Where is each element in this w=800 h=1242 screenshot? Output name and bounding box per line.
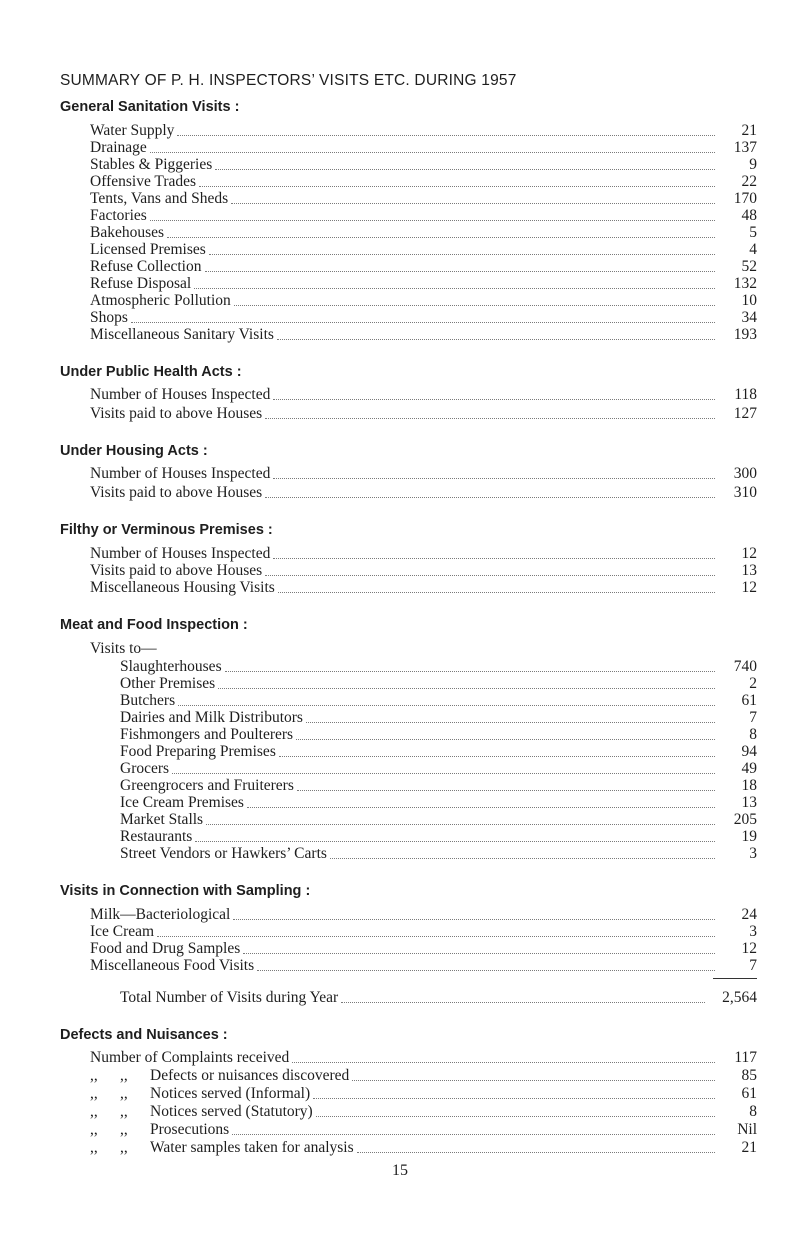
list-item: ,, ,, Notices served (Statutory) 8 bbox=[90, 1103, 757, 1120]
list-item: Number of Complaints received 117 bbox=[90, 1049, 757, 1066]
list-item: Grocers 49 bbox=[120, 760, 757, 777]
list-item: ,, ,, Prosecutions Nil bbox=[90, 1121, 757, 1138]
list-item: Number of Houses Inspected 300 bbox=[90, 465, 757, 482]
section-heading-filthy-premises: Filthy or Verminous Premises : bbox=[60, 522, 273, 538]
page-number: 15 bbox=[392, 1162, 408, 1179]
page-title: SUMMARY OF P. H. INSPECTORS’ VISITS ETC. DURING 1957 bbox=[60, 72, 517, 89]
list-item: Water Supply 21 bbox=[90, 122, 757, 139]
section-heading-defects-nuisances: Defects and Nuisances : bbox=[60, 1027, 228, 1043]
list-item: Milk—Bacteriological 24 bbox=[90, 906, 757, 923]
list-item: Licensed Premises 4 bbox=[90, 241, 757, 258]
list-item: Bakehouses 5 bbox=[90, 224, 757, 241]
list-item: Visits paid to above Houses 310 bbox=[90, 484, 757, 501]
list-item: Refuse Collection 52 bbox=[90, 258, 757, 275]
list-item: Street Vendors or Hawkers’ Carts 3 bbox=[120, 845, 757, 862]
list-item: Market Stalls 205 bbox=[120, 811, 757, 828]
list-item: Food Preparing Premises 94 bbox=[120, 743, 757, 760]
list-item: Slaughterhouses 740 bbox=[120, 658, 757, 675]
list-item: Miscellaneous Housing Visits 12 bbox=[90, 579, 757, 596]
list-item: Food and Drug Samples 12 bbox=[90, 940, 757, 957]
list-item: Atmospheric Pollution 10 bbox=[90, 292, 757, 309]
list-item: Shops 34 bbox=[90, 309, 757, 326]
list-item: Greengrocers and Fruiterers 18 bbox=[120, 777, 757, 794]
list-item: ,, ,, Notices served (Informal) 61 bbox=[90, 1085, 757, 1102]
list-item: Dairies and Milk Distributors 7 bbox=[120, 709, 757, 726]
list-item: Tents, Vans and Sheds 170 bbox=[90, 190, 757, 207]
section-heading-meat-food-inspection: Meat and Food Inspection : bbox=[60, 617, 248, 633]
list-item: ,, ,, Water samples taken for analysis 21 bbox=[90, 1139, 757, 1156]
section-heading-sampling: Visits in Connection with Sampling : bbox=[60, 883, 311, 899]
list-item: Number of Houses Inspected 118 bbox=[90, 386, 757, 403]
list-item: Butchers 61 bbox=[120, 692, 757, 709]
list-item: Ice Cream Premises 13 bbox=[120, 794, 757, 811]
section-heading-public-health-acts: Under Public Health Acts : bbox=[60, 364, 242, 380]
total-rule bbox=[713, 978, 757, 979]
list-item: Factories 48 bbox=[90, 207, 757, 224]
list-item: Restaurants 19 bbox=[120, 828, 757, 845]
list-item: Stables & Piggeries 9 bbox=[90, 156, 757, 173]
list-item: ,, ,, Defects or nuisances discovered 85 bbox=[90, 1067, 757, 1084]
list-item: Other Premises 2 bbox=[120, 675, 757, 692]
list-item: Ice Cream 3 bbox=[90, 923, 757, 940]
total-row: Total Number of Visits during Year 2,564 bbox=[120, 989, 757, 1006]
list-item: Miscellaneous Sanitary Visits 193 bbox=[90, 326, 757, 343]
list-item: Miscellaneous Food Visits 7 bbox=[90, 957, 757, 974]
list-item: Offensive Trades 22 bbox=[90, 173, 757, 190]
list-item: Visits paid to above Houses 127 bbox=[90, 405, 757, 422]
subheading-visits-to: Visits to— bbox=[90, 640, 157, 657]
list-item: Drainage 137 bbox=[90, 139, 757, 156]
list-item: Refuse Disposal 132 bbox=[90, 275, 757, 292]
list-item: Number of Houses Inspected 12 bbox=[90, 545, 757, 562]
section-heading-housing-acts: Under Housing Acts : bbox=[60, 443, 208, 459]
section-heading-general-sanitation: General Sanitation Visits : bbox=[60, 99, 240, 115]
list-item: Visits paid to above Houses 13 bbox=[90, 562, 757, 579]
list-item: Fishmongers and Poulterers 8 bbox=[120, 726, 757, 743]
